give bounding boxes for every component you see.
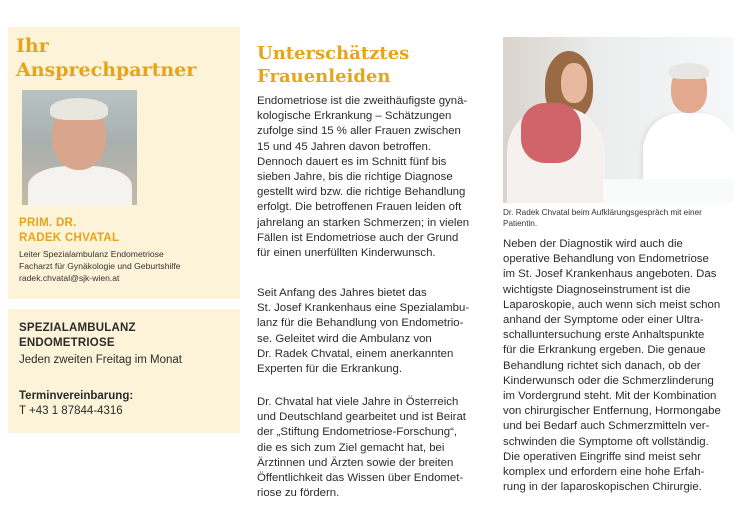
ambulanz-title <box>19 321 234 351</box>
contact-role-2: Facharzt für Gynäkologie und Geburtshilfe <box>19 261 181 271</box>
article-title-line2: Frauenleiden <box>257 66 391 87</box>
phone-number[interactable]: T +43 1 87844-4316 <box>19 405 123 417</box>
appointment-label: Terminvereinbarung: <box>19 390 134 402</box>
contact-fullname: RADEK CHVATAL <box>19 232 120 244</box>
contact-name <box>19 216 219 246</box>
article-paragraph-1: Endometriose ist die zweithäufigste gynä- kologische Erkrankung – Schätzungen zufolge sind 15 % aller Frauen zwischen 15 und 45 Jahren davon betroffen. Dennoch dauert es im Schnitt fünf bis sieben Jahre, bis die richtige Diagnose gestellt wird bzw. die richtige Behandlung erfolgt. Die betroffenen Frauen leiden oft jahrelang an starken Schmerzen; in vielen Fällen ist Endometriose auch der Grund für einen unerfüllten Kinderwunsch. <box>257 95 470 260</box>
article-title <box>257 42 487 88</box>
ambulanz-title-line1: SPEZIALAMBULANZ <box>19 322 136 334</box>
photo-caption: Dr. Radek Chvatal beim Aufklärungsgespräch mit einer Patientin. <box>503 208 702 228</box>
doctor-portrait <box>22 90 137 205</box>
contact-role-1: Leiter Spezialambulanz Endometriose <box>19 249 164 259</box>
contact-heading-line2: Ansprechpartner <box>16 59 197 81</box>
contact-heading-line1: Ihr <box>16 35 49 57</box>
article-title-line1: Unterschätztes <box>257 43 410 64</box>
schedule-text: Jeden zweiten Freitag im Monat <box>19 354 182 366</box>
contact-email[interactable]: radek.chvatal@sjk-wien.at <box>19 273 120 283</box>
article-paragraph-3: Dr. Chvatal hat viele Jahre in Österreich und Deutschland gearbeitet und ist Beirat der „Stiftung Endometriose-Forschung“, die es sich zum Ziel gemacht hat, bei Ärztinnen und Ärzten sowie der breiten Öffentlichkeit das Wissen über Endomet- riose zu fördern. <box>257 396 466 500</box>
contact-title: PRIM. DR. <box>19 217 77 229</box>
contact-heading <box>16 34 226 82</box>
article-paragraph-2: Seit Anfang des Jahres bietet das St. Josef Krankenhaus eine Spezialambu- lanz für die Behandlung von Endometrio- se. Geleitet wird die Ambulanz von Dr. Radek Chvatal, einem anerkannten Experten für die Erkrankung. <box>257 287 470 376</box>
ambulanz-title-line2: ENDOMETRIOSE <box>19 337 115 349</box>
consultation-photo <box>503 37 733 203</box>
article-paragraph-4: Neben der Diagnostik wird auch die operative Behandlung von Endometriose im St. Josef Krankenhaus angeboten. Das wichtigste Diagnoseinstrument ist die Laparoskopie, auch wenn sich meist schon anhand der Symptome oder einer Ultra- schalluntersuchung erste Anhaltspunkte für die Erkrankung ergeben. Die genaue Behandlung richtet sich danach, ob der Kinderwunsch oder die Schmerzlinderung im Vordergrund steht. Mit der Kombination von chirurgischer Entfernung, Hormongabe und bei Bedarf auch Schmerzmitteln ver- schwinden die Symptome oft vollständig. Die operativen Eingriffe sind meist sehr komplex und erfordern eine hohe Erfah- rung in der laparoskopischen Chirurgie. <box>503 238 721 494</box>
